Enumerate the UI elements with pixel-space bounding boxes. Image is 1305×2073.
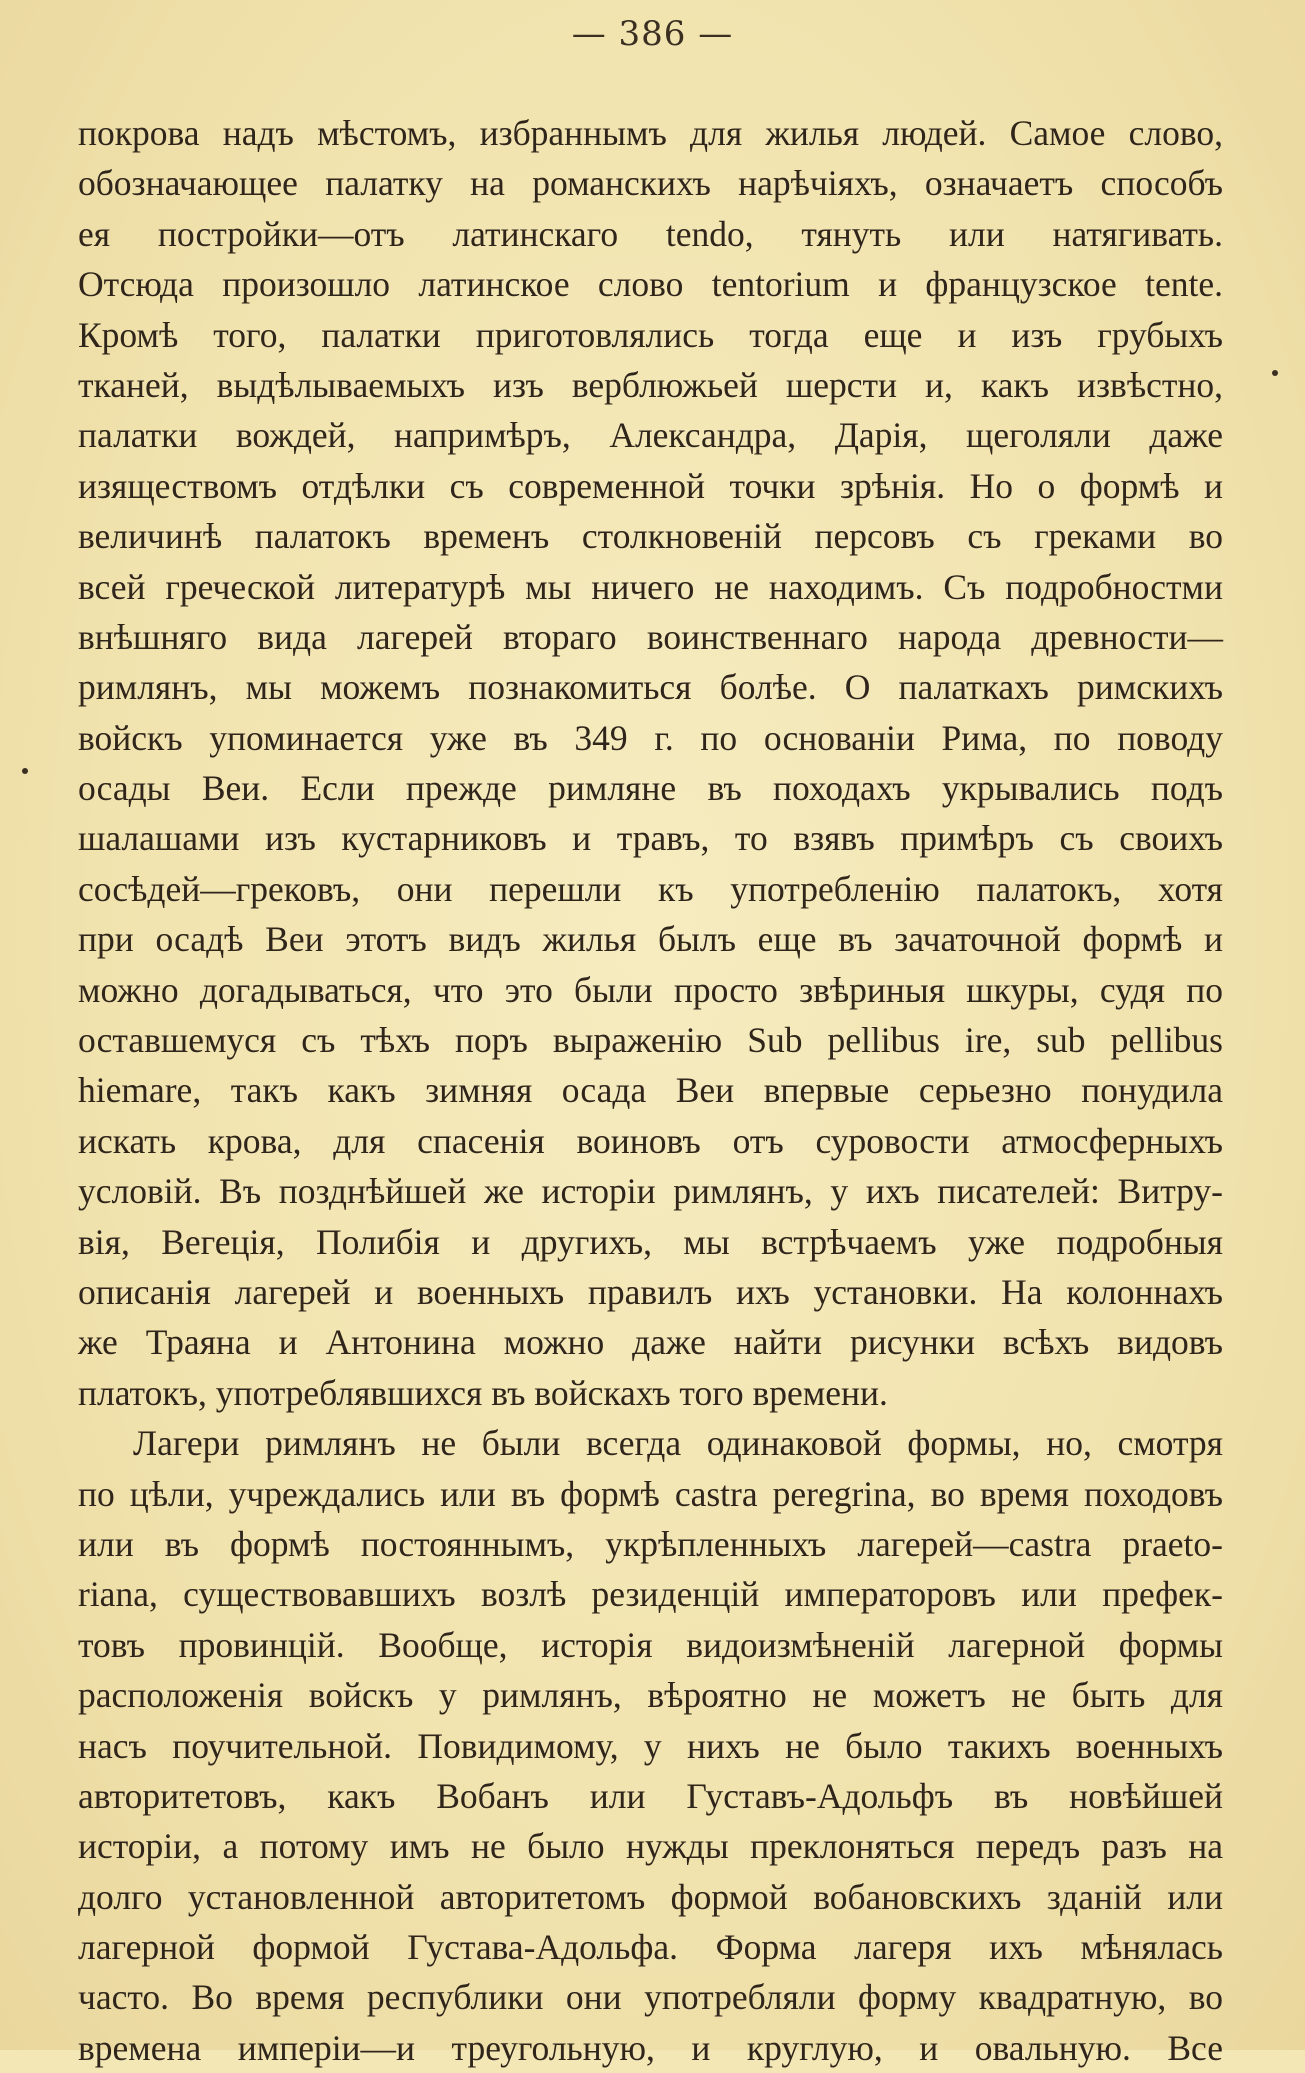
text-line: времена имперіи—и треугольную, и круглую, и овальную. Все [78, 2027, 1223, 2068]
text-line: всей греческой литературѣ мы ничего не находимъ. Съ подробностми [78, 566, 1223, 607]
text-line: товъ провинцій. Вообще, исторія видоизмѣненій лагерной формы [78, 1624, 1223, 1665]
text-line: внѣшняго вида лагерей втораго воинственнаго народа древности— [78, 616, 1223, 657]
text-line: же Траяна и Антонина можно даже найти рисунки всѣхъ видовъ [78, 1322, 1223, 1363]
text-line: осады Веи. Если прежде римляне въ походахъ укрывались подъ [78, 768, 1223, 809]
text-line: описанія лагерей и военныхъ правилъ ихъ установки. На колоннахъ [78, 1271, 1223, 1312]
text-line: покрова надъ мѣстомъ, избраннымъ для жилья людей. Самое слово, [78, 113, 1223, 153]
text-line: авторитетовъ, какъ Вобанъ или Густавъ-Адольфъ въ новѣйшей [78, 1775, 1223, 1816]
text-line: римлянъ, мы можемъ познакомиться болѣе. О палаткахъ римскихъ [78, 667, 1223, 708]
text-line: riana, существовавшихъ возлѣ резиденцій императоровъ или префек- [78, 1574, 1223, 1615]
body-text [78, 108, 1223, 2073]
text-line: палатки вождей, напримѣръ, Александра, Дарія, щеголяли даже [78, 415, 1223, 456]
text-line: или въ формѣ постояннымъ, укрѣпленныхъ лагерей—castra praeto- [78, 1523, 1223, 1564]
text-line: обозначающее палатку на романскихъ нарѣчіяхъ, означаетъ способъ [78, 163, 1223, 204]
margin-speck [22, 768, 28, 774]
paragraph-1 [78, 108, 1223, 1418]
text-line: войскъ упоминается уже въ 349 г. по основаніи Рима, по поводу [78, 717, 1223, 758]
text-line: оставшемуся съ тѣхъ поръ выраженію Sub pellibus ire, sub pellibus [78, 1020, 1223, 1061]
text-line: сосѣдей—грековъ, они перешли къ употребленію палатокъ, хотя [78, 868, 1223, 909]
text-line: hiemare, такъ какъ зимняя осада Веи впервые серьезно понудила [78, 1070, 1223, 1111]
text-line: искать крова, для спасенія воиновъ отъ суровости атмосферныхъ [78, 1120, 1223, 1161]
page-number: — 386 — [571, 14, 734, 54]
text-line: часто. Во время республики они употребляли форму квадратную, во [78, 1977, 1223, 2018]
text-line: величинѣ палатокъ временъ столкновеній персовъ съ греками во [78, 516, 1223, 557]
text-line: ея постройки—отъ латинскаго tendo, тянуть или натягивать. [78, 213, 1223, 254]
paragraph-2 [78, 1418, 1223, 2073]
text-line: при осадѣ Веи этотъ видъ жилья былъ еще въ зачаточной формѣ и [78, 919, 1223, 960]
text-line: насъ поучительной. Повидимому, у нихъ не было такихъ военныхъ [78, 1725, 1223, 1766]
text-line: можно догадываться, что это были просто звѣриныя шкуры, судя по [78, 969, 1223, 1010]
text-line: шалашами изъ кустарниковъ и травъ, то взявъ примѣръ съ своихъ [78, 818, 1223, 859]
text-line: платокъ, употреблявшихся въ войскахъ того времени. [78, 1372, 888, 1413]
text-line: долго установленной авторитетомъ формой вобановскихъ зданій или [78, 1876, 1223, 1917]
text-line: по цѣли, учреждались или въ формѣ castra peregrina, во время походовъ [78, 1473, 1223, 1514]
text-line: условій. Въ позднѣйшей же исторіи римлянъ, у ихъ писателей: Витру- [78, 1171, 1223, 1212]
margin-speck [1272, 370, 1278, 376]
text-line: исторіи, а потому имъ не было нужды преклоняться передъ разъ на [78, 1826, 1223, 1867]
text-line: вія, Вегеція, Полибія и другихъ, мы встрѣчаемъ уже подробныя [78, 1221, 1223, 1262]
text-line: тканей, выдѣлываемыхъ изъ верблюжьей шерсти и, какъ извѣстно, [78, 364, 1223, 405]
text-line: Отсюда произошло латинское слово tentorium и французское tente. [78, 264, 1223, 305]
text-line: изяществомъ отдѣлки съ современной точки зрѣнія. Но о формѣ и [78, 465, 1223, 506]
text-line: Кромѣ того, палатки приготовлялись тогда еще и изъ грубыхъ [78, 314, 1223, 355]
text-line: Лагери римлянъ не были всегда одинаковой формы, но, смотря [133, 1423, 1223, 1464]
text-line: лагерной формой Густава-Адольфа. Форма лагеря ихъ мѣнялась [78, 1927, 1223, 1968]
text-line: расположенія войскъ у римлянъ, вѣроятно не можетъ не быть для [78, 1675, 1223, 1716]
